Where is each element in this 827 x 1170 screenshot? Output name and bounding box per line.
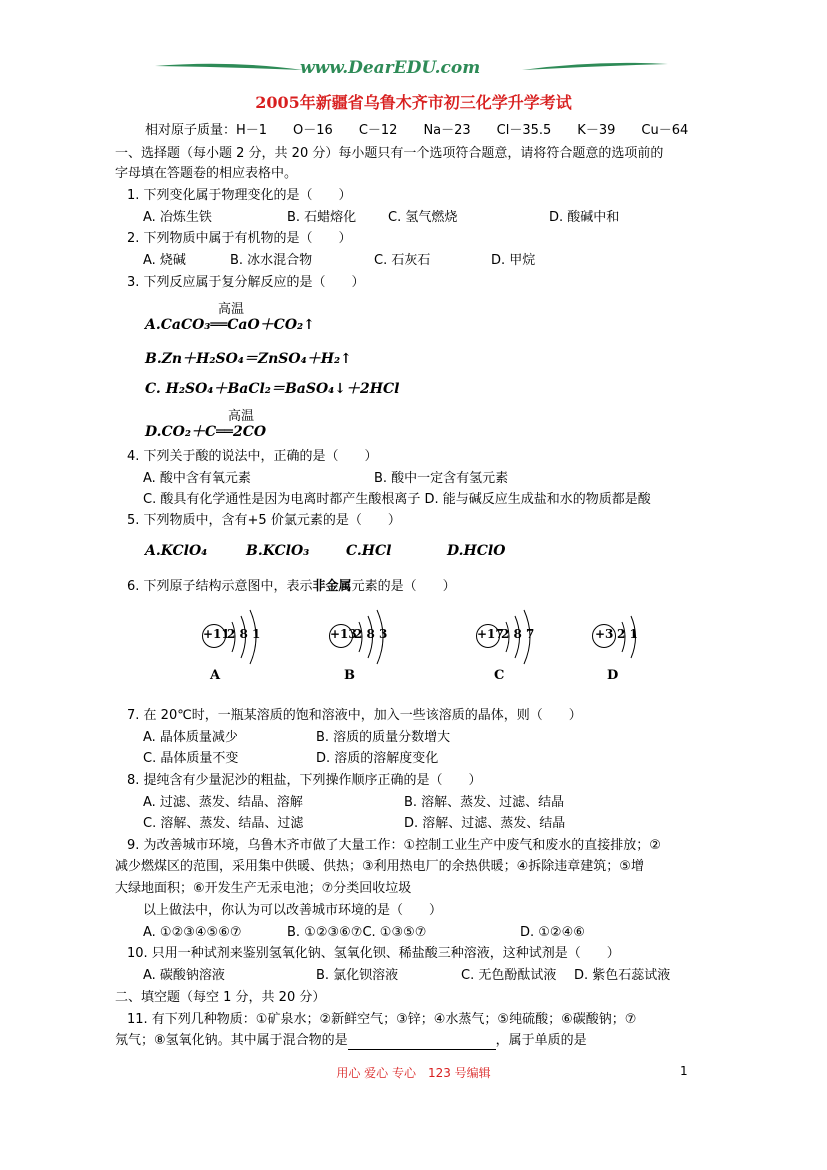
q1-option-a: A. 冶炼生铁: [143, 210, 212, 225]
answer-blank[interactable]: [348, 1037, 496, 1050]
q9-option-d: D. ①②④⑥: [520, 925, 585, 940]
shell-arcs: [226, 608, 262, 666]
q2-option-d: D. 甲烷: [491, 253, 536, 268]
q11-line2: [115, 1032, 587, 1050]
q7-option-b: B. 溶质的质量分数增大: [316, 730, 451, 745]
q11-line1: 11. 有下列几种物质：①矿泉水；②新鲜空气；③锌；④水蒸气；⑤纯硫酸；⑥碳酸钠；⑦: [127, 1012, 637, 1027]
atom-label: D: [607, 668, 619, 683]
q5-option-c: C.HCl: [346, 543, 392, 559]
q1-option-d: D. 酸碱中和: [549, 210, 620, 225]
q6-stem-pre: 6. 下列原子结构示意图中，表示: [127, 579, 313, 594]
q7-option-d: D. 溶质的溶解度变化: [316, 751, 439, 766]
atom-label: A: [210, 668, 221, 683]
shell-arcs: [616, 608, 642, 666]
q9-line1: 9. 为改善城市环境，乌鲁木齐市做了大量工作：①控制工业生产中废气和废水的直接排放；②: [127, 838, 661, 853]
q8-option-c: C. 溶解、蒸发、结晶、过滤: [143, 816, 304, 831]
q1-stem: 1. 下列变化属于物理变化的是（ ）: [127, 188, 352, 203]
q3-stem: 3. 下列反应属于复分解反应的是（ ）: [127, 275, 365, 290]
atom-diagram-d: [590, 606, 660, 686]
q4-option-cd: C. 酸具有化学通性是因为电离时都产生酸根离子 D. 能与碱反应生成盐和水的物质都是酸: [143, 492, 651, 507]
q5-option-d: D.HClO: [447, 543, 506, 559]
atom-nucleus-charge: +17: [477, 627, 504, 641]
q3-option-a: A.CaCO₃══CaO＋CO₂↑: [145, 317, 315, 333]
q8-stem: 8. 提纯含有少量泥沙的粗盐，下列操作顺序正确的是（ ）: [127, 773, 482, 788]
site-logo: www.DearEDU.com: [300, 58, 481, 78]
atom-diagram-b: [327, 606, 397, 686]
q9-line4: 以上做法中，你认为可以改善城市环境的是（ ）: [143, 903, 443, 918]
q11-line2-post: ，属于单质的是: [495, 1033, 587, 1048]
q3-option-c: C. H₂SO₄＋BaCl₂＝BaSO₄↓＋2HCl: [145, 381, 400, 397]
atom-diagram-c: [474, 606, 544, 686]
q3-condition-a: 高温: [218, 302, 245, 317]
q2-option-b: B. 冰水混合物: [230, 253, 313, 268]
shell-arcs: [353, 608, 389, 666]
q7-option-a: A. 晶体质量减少: [143, 730, 238, 745]
atom-shells: 2 1: [617, 627, 638, 641]
q7-option-c: C. 晶体质量不变: [143, 751, 239, 766]
q8-option-a: A. 过滤、蒸发、结晶、溶解: [143, 795, 303, 810]
q1-option-c: C. 氢气燃烧: [388, 210, 458, 225]
q11-line2-pre: 氖气；⑧氢氧化钠。其中属于混合物的是: [115, 1033, 348, 1048]
q10-option-c: C. 无色酚酞试液: [461, 968, 557, 983]
page-footer: 用心 爱心 专心 123 号编辑: [336, 1066, 491, 1080]
section1-intro: 一、选择题（每小题 2 分，共 20 分）每小题只有一个选项符合题意，请将符合题意的选项前的: [115, 146, 664, 161]
atom-shells: 2 8 1: [227, 627, 261, 641]
q5-option-b: B.KClO₃: [246, 543, 310, 559]
q9-option-bc: B. ①②③⑥⑦C. ①③⑤⑦: [287, 925, 427, 940]
q9-line3: 大绿地面积；⑥开发生产无汞电池；⑦分类回收垃圾: [115, 881, 412, 896]
atom-label: C: [494, 668, 505, 683]
q3-option-b: B.Zn＋H₂SO₄＝ZnSO₄＋H₂↑: [145, 351, 352, 367]
q2-stem: 2. 下列物质中属于有机物的是（ ）: [127, 231, 352, 246]
q10-option-d: D. 紫色石蕊试液: [574, 968, 671, 983]
page-number: 1: [680, 1064, 688, 1078]
section2-intro: 二、填空题（每空 1 分，共 20 分）: [115, 990, 326, 1005]
header-swoosh-right: [520, 58, 670, 78]
q3-condition-d: 高温: [228, 409, 255, 424]
q5-stem: 5. 下列物质中，含有+5 价氯元素的是（ ）: [127, 513, 401, 528]
q2-option-c: C. 石灰石: [374, 253, 431, 268]
q6-stem-post: 元素的是（ ）: [351, 579, 456, 594]
atomic-mass: 相对原子质量：H－1 O－16 C－12 Na－23 Cl－35.5 K－39 Cu－64: [145, 123, 689, 138]
q6-stem: [127, 578, 456, 596]
q9-option-a: A. ①②③④⑤⑥⑦: [143, 925, 242, 940]
page-title: 2005年新疆省乌鲁木齐市初三化学升学考试: [255, 93, 572, 112]
q8-option-b: B. 溶解、蒸发、过滤、结晶: [404, 795, 565, 810]
atom-nucleus-charge: +3: [595, 627, 614, 641]
q7-stem: 7. 在 20℃时，一瓶某溶质的饱和溶液中，加入一些该溶质的晶体，则（ ）: [127, 708, 582, 723]
q4-option-a: A. 酸中含有氧元素: [143, 471, 251, 486]
atom-nucleus-charge: +11: [203, 627, 230, 641]
q5-option-a: A.KClO₄: [145, 543, 208, 559]
q9-line2: 减少燃煤区的范围，采用集中供暖、供热；③利用热电厂的余热供暖；④拆除违章建筑；⑤增: [115, 859, 644, 874]
atom-shells: 2 8 7: [501, 627, 535, 641]
q4-stem: 4. 下列关于酸的说法中，正确的是（ ）: [127, 449, 378, 464]
q4-option-b: B. 酸中一定含有氢元素: [374, 471, 509, 486]
q8-option-d: D. 溶解、过滤、蒸发、结晶: [404, 816, 566, 831]
header-swoosh-left: [155, 58, 305, 78]
q10-option-b: B. 氯化钡溶液: [316, 968, 399, 983]
q10-stem: 10. 只用一种试剂来鉴别氢氧化钠、氢氧化钡、稀盐酸三种溶液，这种试剂是（ ）: [127, 946, 620, 961]
q6-stem-bold: 非金属: [312, 579, 352, 594]
atom-nucleus-charge: +13: [330, 627, 357, 641]
atom-shells: 2 8 3: [354, 627, 388, 641]
atom-label: B: [344, 668, 355, 683]
q10-option-a: A. 碳酸钠溶液: [143, 968, 225, 983]
q2-option-a: A. 烧碱: [143, 253, 186, 268]
shell-arcs: [500, 608, 536, 666]
atom-diagram-a: [200, 606, 270, 686]
q3-option-d: D.CO₂＋C══2CO: [145, 424, 267, 440]
q1-option-b: B. 石蜡熔化: [287, 210, 357, 225]
section1-intro-2: 字母填在答题卷的相应表格中。: [115, 166, 298, 181]
